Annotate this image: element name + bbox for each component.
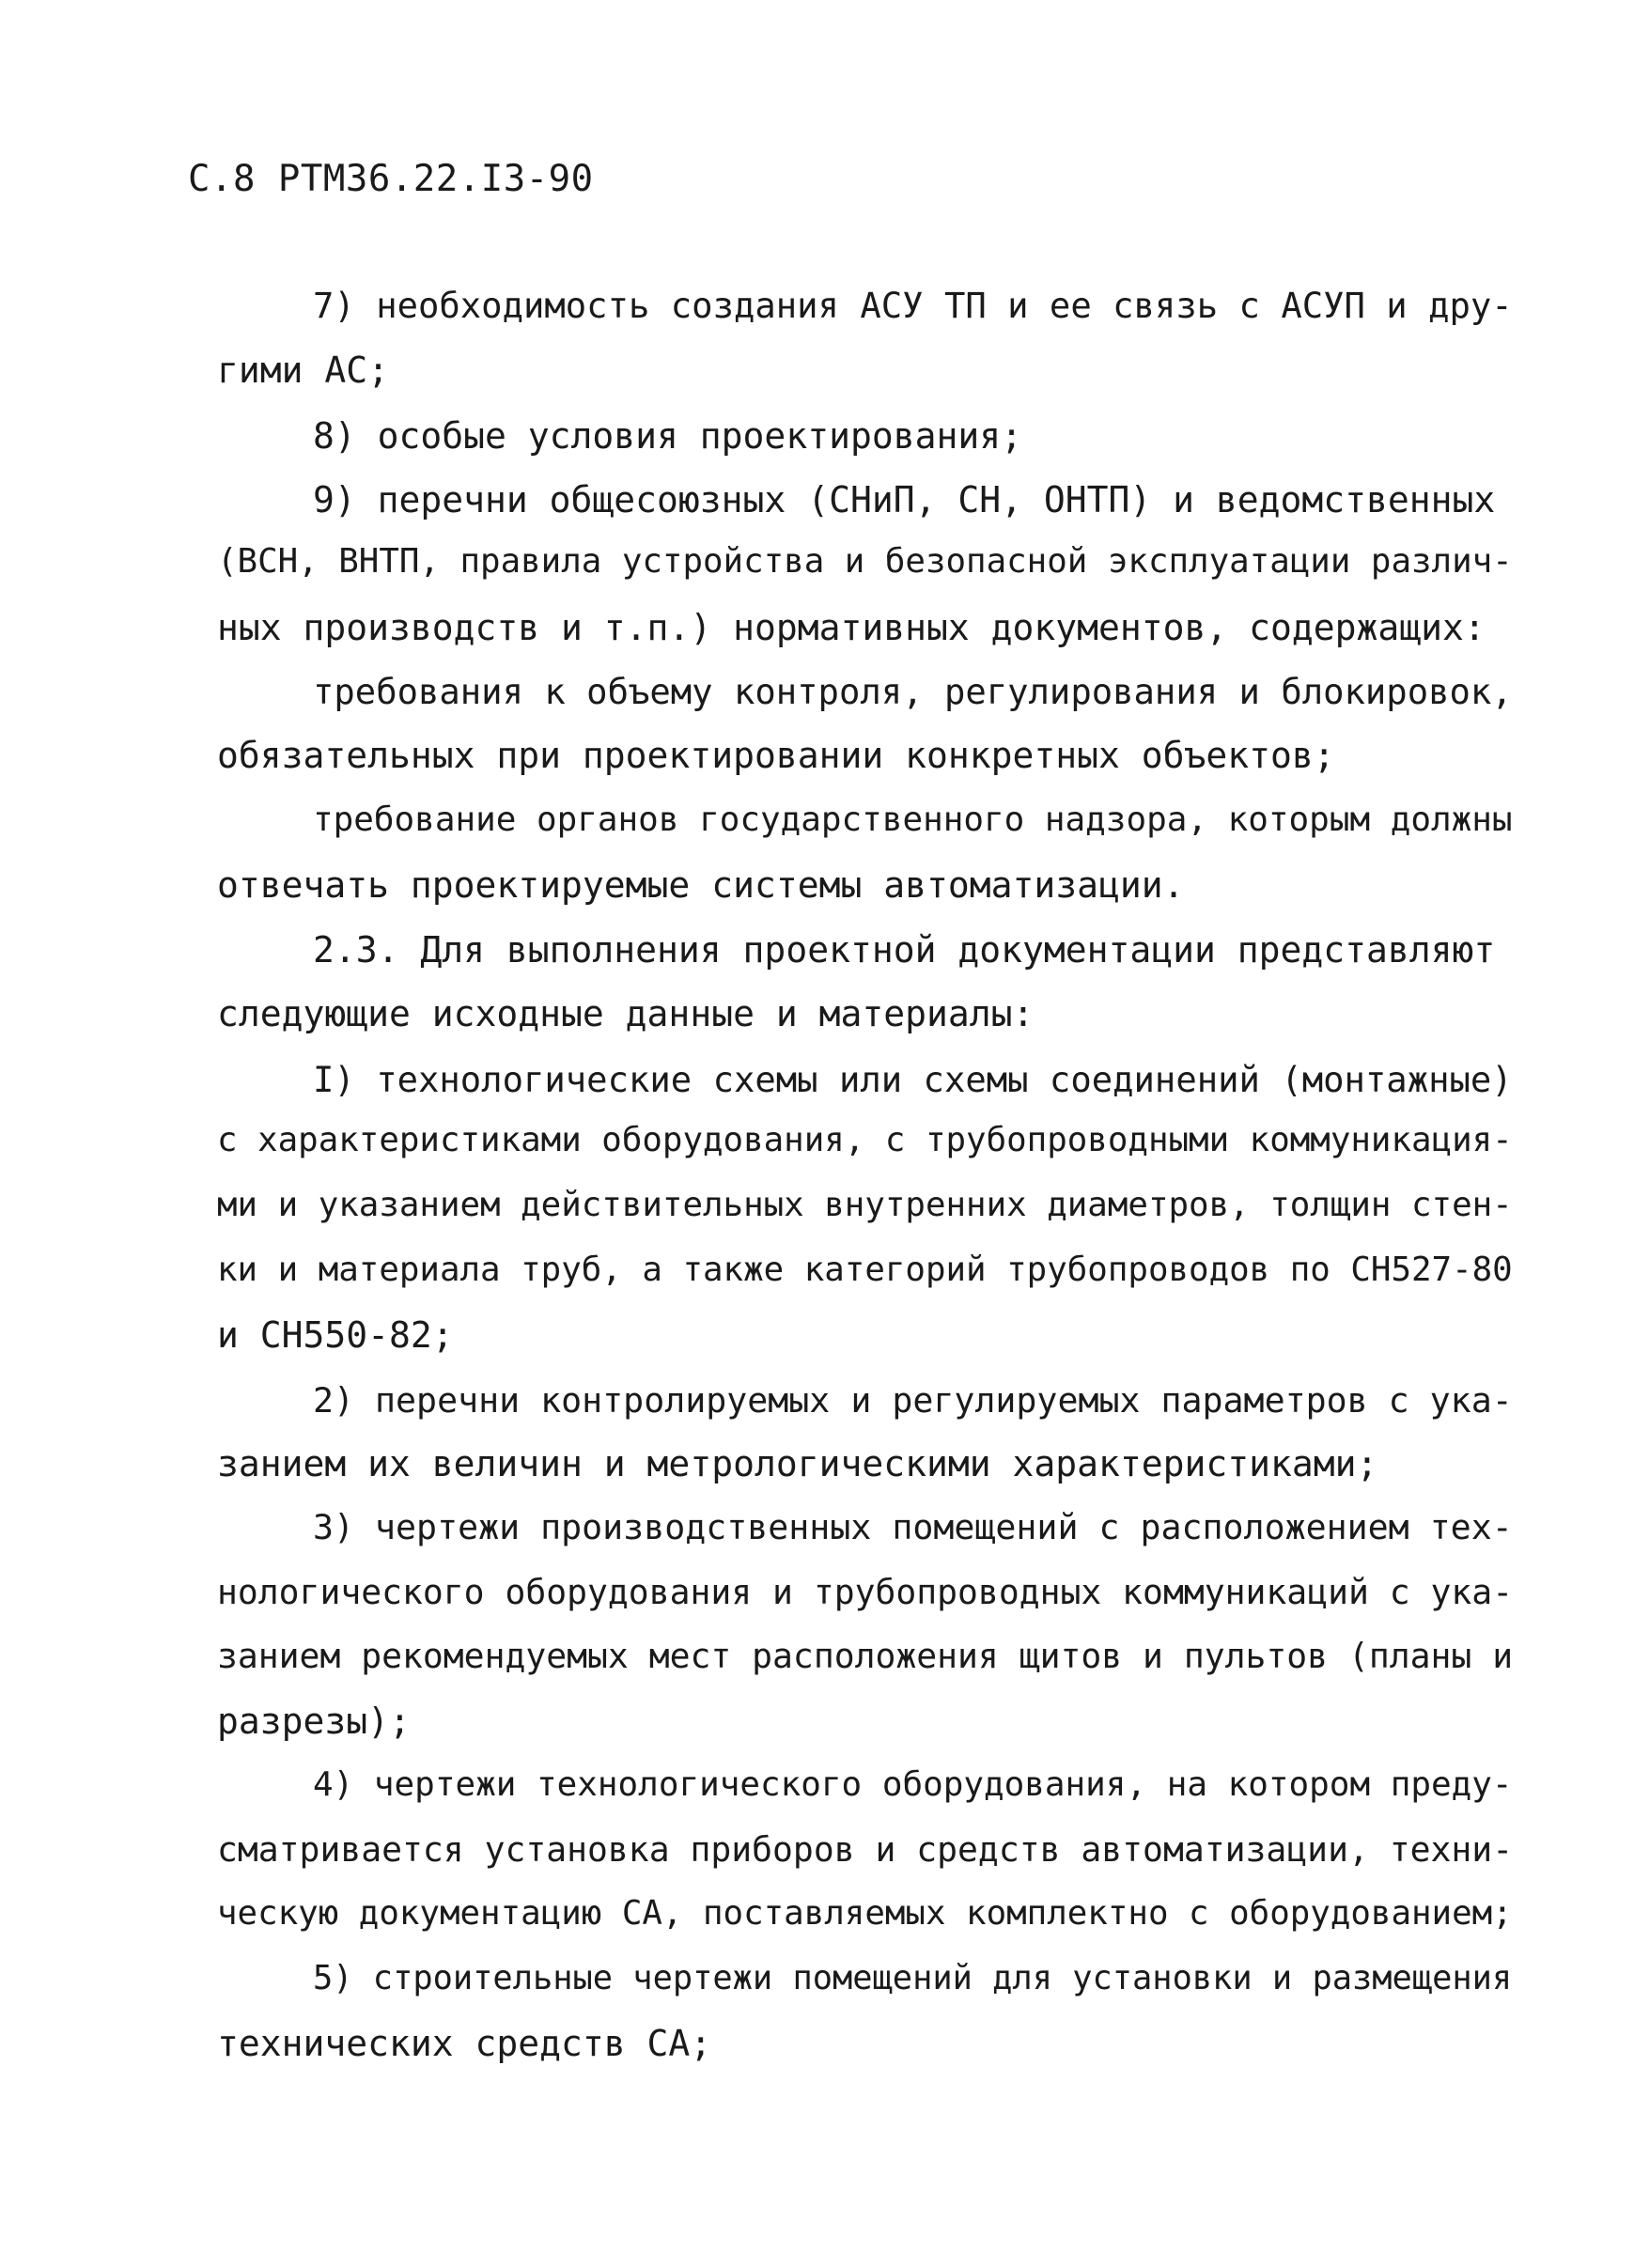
text-line: нологического оборудования и трубопроводных коммуникаций с ука- — [217, 1572, 1514, 1612]
text-line: разрезы); — [217, 1701, 411, 1742]
text-line: (ВСН, ВНТП, правила устройства и безопасной эксплуатации различ- — [217, 542, 1513, 581]
text-line: ки и материала труб, а также категорий трубопроводов по СН527-80 — [217, 1251, 1513, 1289]
text-line: гими АС; — [217, 350, 390, 391]
text-line: технических средств СА; — [217, 2023, 712, 2064]
page-header: С.8 РТМ36.22.I3-90 — [188, 158, 594, 200]
text-line: ми и указанием действительных внутренних диаметров, толщин стен- — [217, 1186, 1513, 1224]
text-line: 4) чертежи технологического оборудования, на котором преду- — [313, 1765, 1513, 1804]
text-line: занием рекомендуемых мест расположения щитов и пультов (планы и — [217, 1636, 1514, 1676]
text-line: 2) перечни контролируемых и регулируемых параметров с ука- — [313, 1380, 1513, 1421]
text-line: 8) особые условия проектирования; — [313, 415, 1022, 457]
text-line: требования к объему контроля, регулирования и блокировок, — [313, 671, 1513, 712]
text-line: занием их величин и метрологическими характеристиками; — [217, 1443, 1378, 1484]
text-line: сматривается установка приборов и средств автоматизации, техни- — [217, 1829, 1514, 1870]
text-line: и СН550-82; — [217, 1314, 454, 1356]
text-line: I) технологические схемы или схемы соединений (монтажные) — [313, 1059, 1513, 1100]
text-line: требование органов государственного надзора, которым должны — [313, 800, 1513, 839]
text-line: с характеристиками оборудования, с трубопроводными коммуникация- — [217, 1121, 1513, 1159]
text-line: следующие исходные данные и материалы: — [217, 993, 1035, 1034]
text-line: ных производств и т.п.) нормативных документов, содержащих: — [217, 607, 1486, 648]
text-line: 7) необходимость создания АСУ ТП и ее связь с АСУП и дру- — [313, 285, 1513, 326]
text-line: 5) строительные чертежи помещений для установки и размещения — [313, 1959, 1513, 1997]
text-line: отвечать проектируемые системы автоматизации. — [217, 864, 1185, 906]
text-line: обязательных при проектировании конкретных объектов; — [217, 735, 1335, 776]
text-line: 2.3. Для выполнения проектной документации представляют — [313, 929, 1496, 971]
text-line: 9) перечни общесоюзных (СНиП, СН, ОНТП) и ведомственных — [313, 479, 1496, 520]
text-line: 3) чертежи производственных помещений с расположением тех- — [313, 1507, 1513, 1547]
text-line: ческую документацию СА, поставляемых комплектно с оборудованием; — [217, 1894, 1513, 1933]
